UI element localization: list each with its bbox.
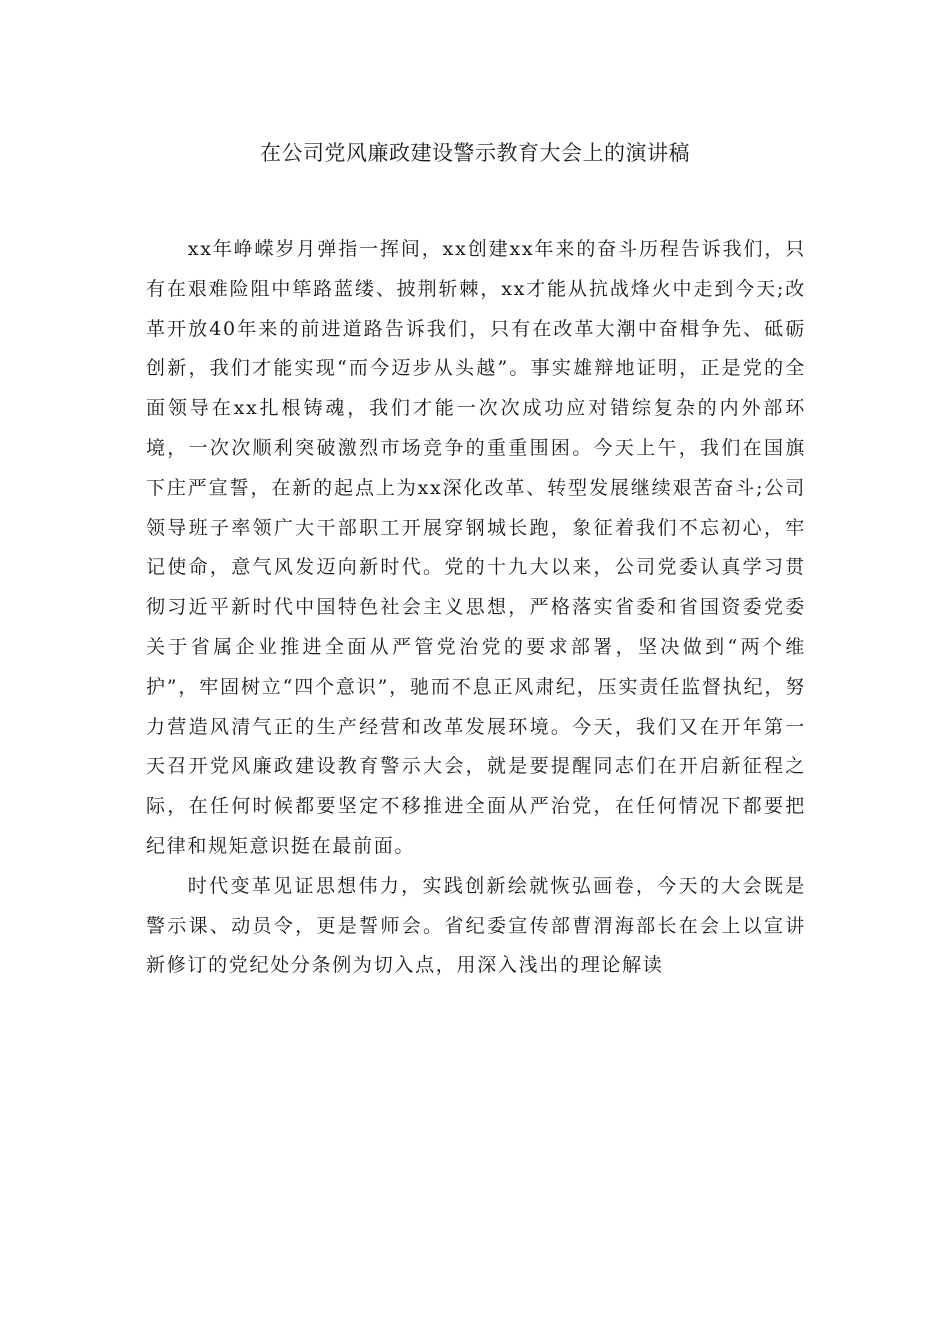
paragraph-2: 时代变革见证思想伟力，实践创新绘就恢弘画卷，今天的大会既是警示课、动员令，更是誓师会。省纪委宣传部曹渭海部长在会上以宣讲新修订的党纪处分条例为切入点，用深入浅出的理论解读 [146, 874, 806, 977]
document-body [146, 230, 806, 986]
paragraph-1: xx年峥嵘岁月弹指一挥间，xx创建xx年来的奋斗历程告诉我们，只有在艰难险阻中筚路蓝缕、披荆斩棘，xx才能从抗战烽火中走到今天;改革开放40年来的前进道路告诉我们，只有在改革大潮中奋楫争先、砥砺创新，我们才能实现“而今迈步从头越”。事实雄辩地证明，正是党的全面领导在xx扎根铸魂，我们才能一次次成功应对错综复杂的内外部环境，一次次顺利突破激烈市场竞争的重重围困。今天上午，我们在国旗下庄严宣誓，在新的起点上为xx深化改革、转型发展继续艰苦奋斗;公司领导班子率领广大干部职工开展穿钢城长跑，象征着我们不忘初心，牢记使命，意气风发迈向新时代。党的十九大以来，公司党委认真学习贯彻习近平新时代中国特色社会主义思想，严格落实省委和省国资委党委关于省属企业推进全面从严管党治党的要求部署，坚决做到“两个维护”，牢固树立“四个意识”，驰而不息正风肃纪，压实责任监督执纪，努力营造风清气正的生产经营和改革发展环境。今天，我们又在开年第一天召开党风廉政建设教育警示大会，就是要提醒同志们在开启新征程之际，在任何时候都要坚定不移推进全面从严治党，在任何情况下都要把纪律和规矩意识挺在最前面。 [146, 238, 806, 857]
document-title: 在公司党风廉政建设警示教育大会上的演讲稿 [260, 141, 690, 165]
